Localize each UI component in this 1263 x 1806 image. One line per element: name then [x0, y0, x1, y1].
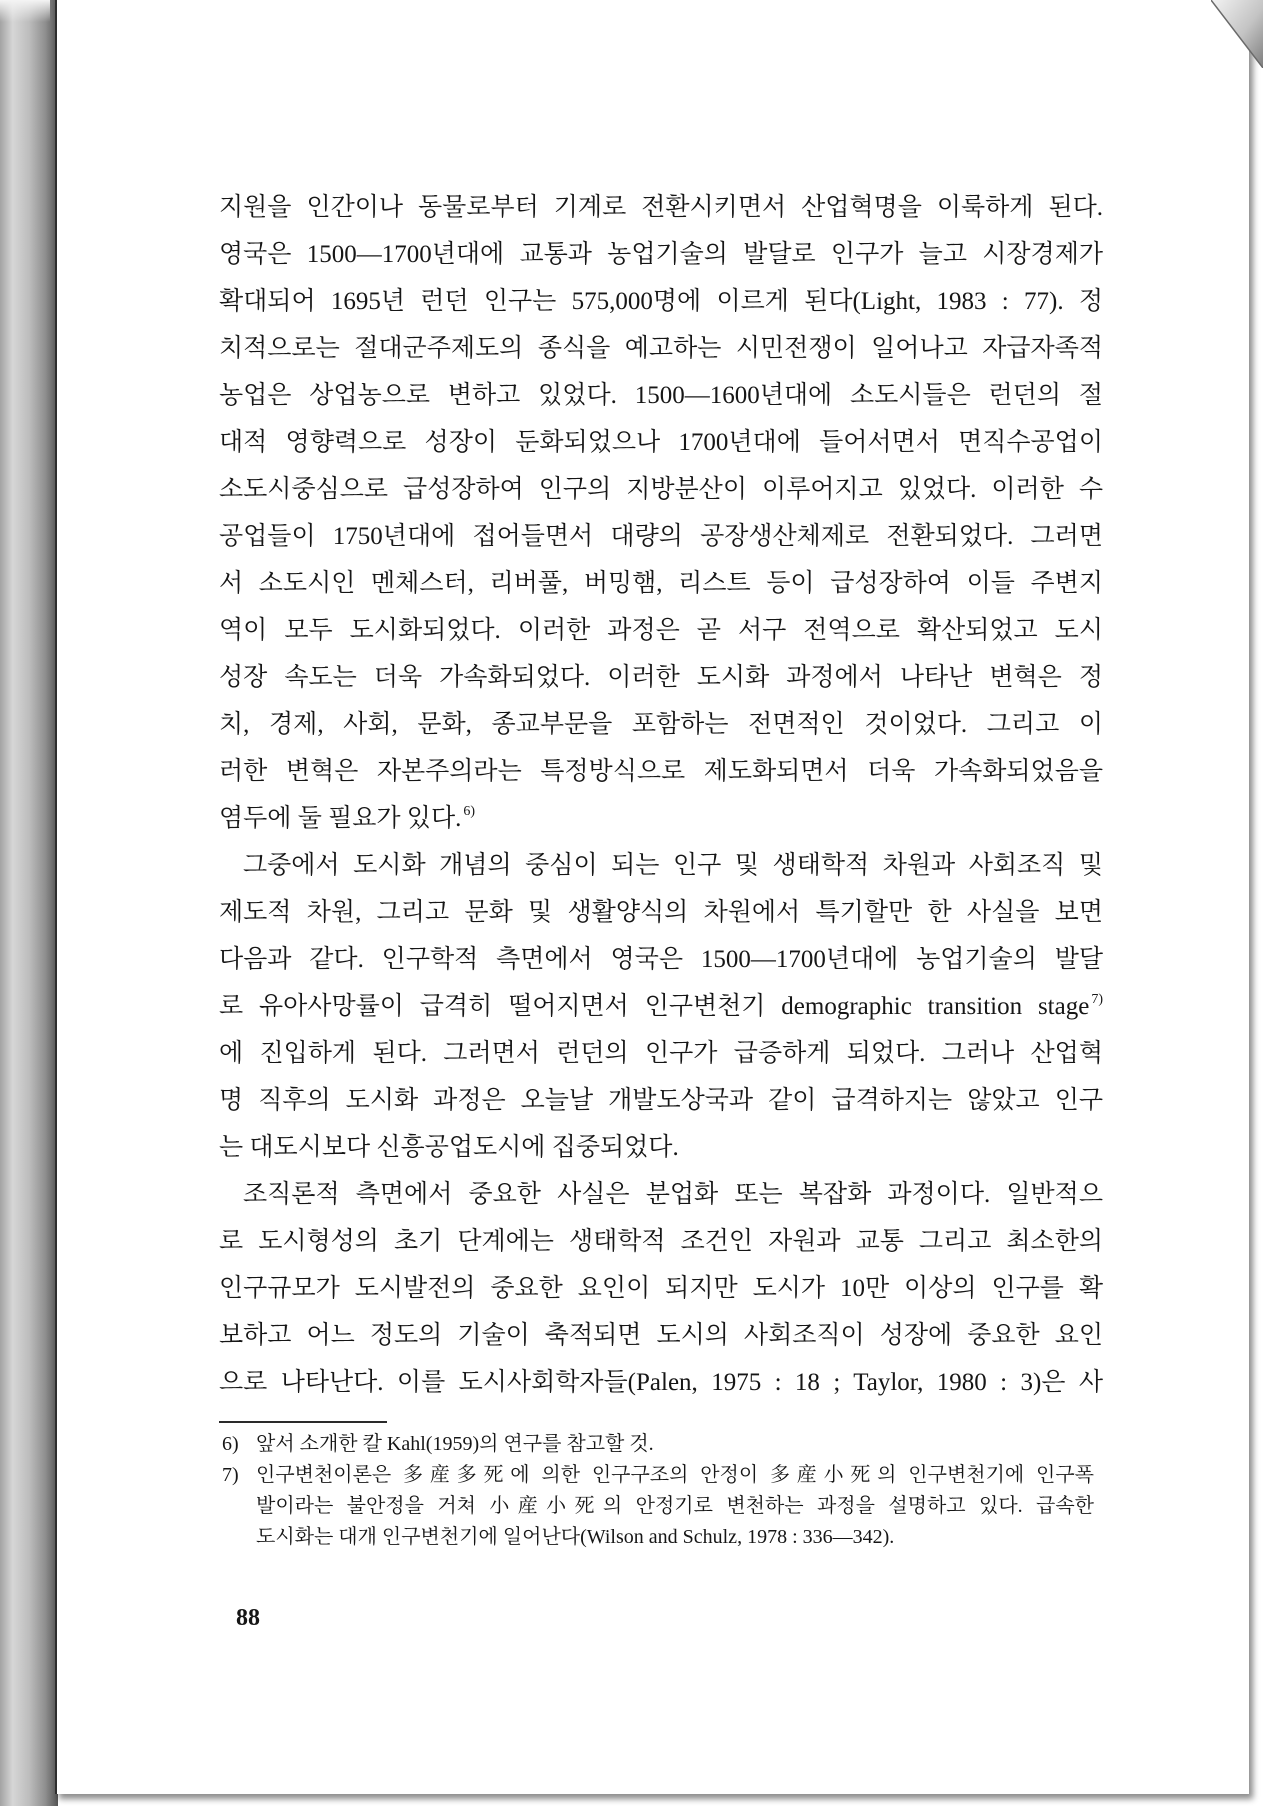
body-text-line: 치, 경제, 사회, 문화, 종교부문을 포함하는 전면적인 것이었다. 그리고 이 — [219, 711, 1103, 738]
body-text-line: 명 직후의 도시화 과정은 오늘날 개발도상국과 같이 급격하지는 않았고 인구 — [219, 1087, 1103, 1114]
footnote-separator — [219, 1421, 387, 1423]
body-text-line: 다음과 같다. 인구학적 측면에서 영국은 1500—1700년대에 농업기술의 발달 — [219, 946, 1103, 973]
body-text-line: 제도적 차원, 그리고 문화 및 생활양식의 차원에서 특기할만 한 사실을 보면 — [219, 899, 1103, 926]
footnote-text-line: 도시화는 대개 인구변천기에 일어난다(Wilson and Schulz, 1978 : 336—342). — [256, 1526, 895, 1548]
footnote-item — [222, 1429, 1094, 1460]
body-text-line: 인구규모가 도시발전의 중요한 요인이 되지만 도시가 10만 이상의 인구를 확 — [219, 1275, 1103, 1302]
paragraph — [219, 1171, 1103, 1406]
body-text-line: 확대되어 1695년 런던 인구는 575,000명에 이르게 된다(Light, 1983 : 77). 정 — [219, 288, 1103, 315]
body-text-line: 러한 변혁은 자본주의라는 특정방식으로 제도화되면서 더욱 가속화되었음을 — [219, 758, 1103, 785]
body-text-line: 로 도시형성의 초기 단계에는 생태학적 조건인 자원과 교통 그리고 최소한의 — [219, 1228, 1103, 1255]
body-text-line: 역이 모두 도시화되었다. 이러한 과정은 곧 서구 전역으로 확산되었고 도시 — [219, 617, 1103, 644]
body-text-line-content: 로 유아사망률이 급격히 떨어지면서 인구변천기 demographic transition stage — [219, 993, 1090, 1020]
footnote-marker: 6) — [222, 1433, 239, 1455]
body-text-line: 그중에서 도시화 개념의 중심이 되는 인구 및 생태학적 차원과 사회조직 및 — [243, 852, 1103, 879]
page-stack-edge — [0, 0, 58, 1806]
body-text-line: 는 대도시보다 신흥공업도시에 집중되었다. — [219, 1134, 679, 1161]
body-text-line: 보하고 어느 정도의 기술이 축적되면 도시의 사회조직이 성장에 중요한 요인 — [219, 1322, 1103, 1349]
body-text-line: 공업들이 1750년대에 접어들면서 대량의 공장생산체제로 전환되었다. 그러면 — [219, 523, 1103, 550]
footnote-marker: 7) — [222, 1464, 239, 1486]
body-text-line: 으로 나타난다. 이를 도시사회학자들(Palen, 1975 : 18 ; Taylor, 1980 : 3)은 사 — [219, 1369, 1103, 1396]
page-number: 88 — [236, 1605, 260, 1631]
body-text-line: 대적 영향력으로 성장이 둔화되었으나 1700년대에 들어서면서 면직수공업이 — [219, 429, 1103, 456]
page-curl — [1211, 0, 1263, 68]
footnotes — [222, 1421, 1094, 1571]
footnote-list — [222, 1429, 1094, 1553]
body-text-line: 농업은 상업농으로 변하고 있었다. 1500—1600년대에 소도시들은 런던의 절 — [219, 382, 1103, 409]
page-stack-highlight — [0, 0, 50, 22]
body-text-line: 성장 속도는 더욱 가속화되었다. 이러한 도시화 과정에서 나타난 변혁은 정 — [219, 664, 1103, 691]
body-text-line: 치적으로는 절대군주제도의 종식을 예고하는 시민전쟁이 일어나고 자급자족적 — [219, 335, 1103, 362]
footnote-reference: 7) — [1091, 992, 1103, 1007]
paragraph — [219, 184, 1103, 842]
body-text-line: 조직론적 측면에서 중요한 사실은 분업화 또는 복잡화 과정이다. 일반적으 — [243, 1181, 1103, 1208]
body-text-line: 지원을 인간이나 동물로부터 기계로 전환시키면서 산업혁명을 이룩하게 된다. — [219, 194, 1103, 221]
body-text-line: 소도시중심으로 급성장하여 인구의 지방분산이 이루어지고 있었다. 이러한 수 — [219, 476, 1103, 503]
footnote-text-line: 앞서 소개한 칼 Kahl(1959)의 연구를 참고할 것. — [256, 1433, 654, 1455]
footnote-text-line: 인구변천이론은 多産多死에 의한 인구구조의 안정이 多産小死의 인구변천기에 인구폭 — [256, 1464, 1094, 1486]
body-text-line: 에 진입하게 된다. 그러면서 런던의 인구가 급증하게 되었다. 그러나 산업혁 — [219, 1040, 1103, 1067]
footnote-text-line: 발이라는 불안정을 거쳐 小産小死의 안정기로 변천하는 과정을 설명하고 있다. 급속한 — [256, 1495, 1094, 1517]
body-text-line — [219, 983, 1103, 1030]
main-text — [219, 184, 1103, 1406]
footnote-item — [222, 1460, 1094, 1553]
body-text-line — [219, 795, 1103, 842]
paragraph — [219, 842, 1103, 1171]
footnote-reference: 6) — [463, 804, 476, 819]
body-text-line: 영국은 1500—1700년대에 교통과 농업기술의 발달로 인구가 늘고 시장경제가 — [219, 241, 1103, 268]
body-text-line-content: 염두에 둘 필요가 있다. — [219, 805, 462, 832]
body-text-line: 서 소도시인 멘체스터, 리버풀, 버밍햄, 리스트 등이 급성장하여 이들 주변지 — [219, 570, 1103, 597]
